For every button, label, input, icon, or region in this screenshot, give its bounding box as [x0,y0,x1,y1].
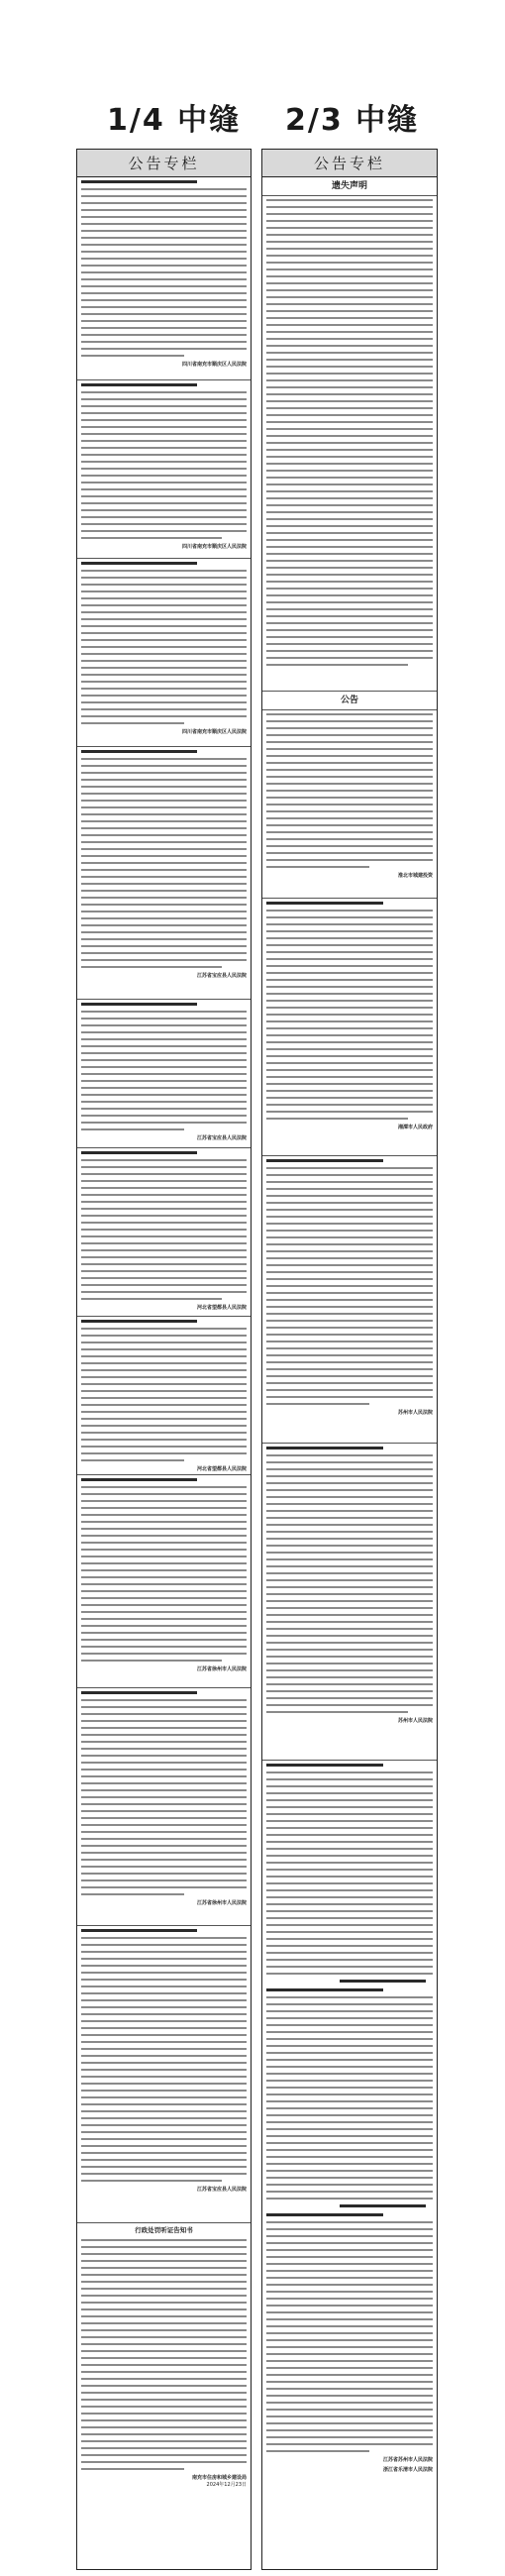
notice-item [262,899,437,1156]
footer-signature: 浙江省乐清市人民法院 [382,2467,433,2473]
notice-signature: 江苏省宝应县人民法院 [196,1135,247,1141]
notice-item [262,1156,437,1444]
notice-item [77,2223,251,2540]
left-notice-column [76,149,252,2570]
notice-item [77,1317,251,1475]
notice-item [262,196,437,692]
notice-signature: 四川省南充市顺庆区人民法院 [181,729,247,735]
notice-signature: 江苏省苏州市人民法院 [382,2457,433,2463]
notice-title: 遗失声明 [262,177,437,196]
notice-item [77,747,251,1000]
notice-item [77,1000,251,1148]
notice-signature: 江苏省宝应县人民法院 [196,2187,247,2193]
footer-signature: 南充市住房和城乡建设局 [191,2475,247,2481]
notice-item [77,559,251,747]
notice-signature: 江苏省徐州市人民法院 [196,1900,247,1906]
notice-item [77,177,251,380]
notice-item [77,1475,251,1688]
notice-item [77,1148,251,1317]
footer-date: 2024年12月23日 [206,2482,247,2488]
notice-signature: 苏州市人民法院 [397,1718,433,1724]
notice-item [77,380,251,559]
notice-signature: 湘潭市人民政府 [397,1125,433,1130]
notice-signature: 淮北市城建投资 [397,873,433,879]
notice-signature: 河北省望都县人民法院 [196,1466,247,1472]
notice-title: 公告 [262,692,437,710]
notice-signature: 苏州市人民法院 [397,1410,433,1416]
fold-label-left: 1/4 中缝 [107,103,242,138]
notice-signature: 四川省南充市顺庆区人民法院 [181,362,247,368]
right-column-header: 公告专栏 [262,150,437,177]
notice-item [77,1926,251,2223]
left-column-header: 公告专栏 [77,150,251,177]
right-notice-column [261,149,438,2570]
notice-item [262,710,437,899]
notice-item [77,1688,251,1926]
notice-title: 行政处罚听证告知书 [135,2226,193,2234]
notice-signature: 四川省南充市顺庆区人民法院 [181,544,247,550]
notice-item [262,1444,437,1761]
notice-item [262,1761,437,2558]
notice-signature: 江苏省徐州市人民法院 [196,1666,247,1672]
notice-signature: 江苏省宝应县人民法院 [196,973,247,979]
notice-signature: 河北省望都县人民法院 [196,1305,247,1311]
fold-label-right: 2/3 中缝 [285,103,420,138]
